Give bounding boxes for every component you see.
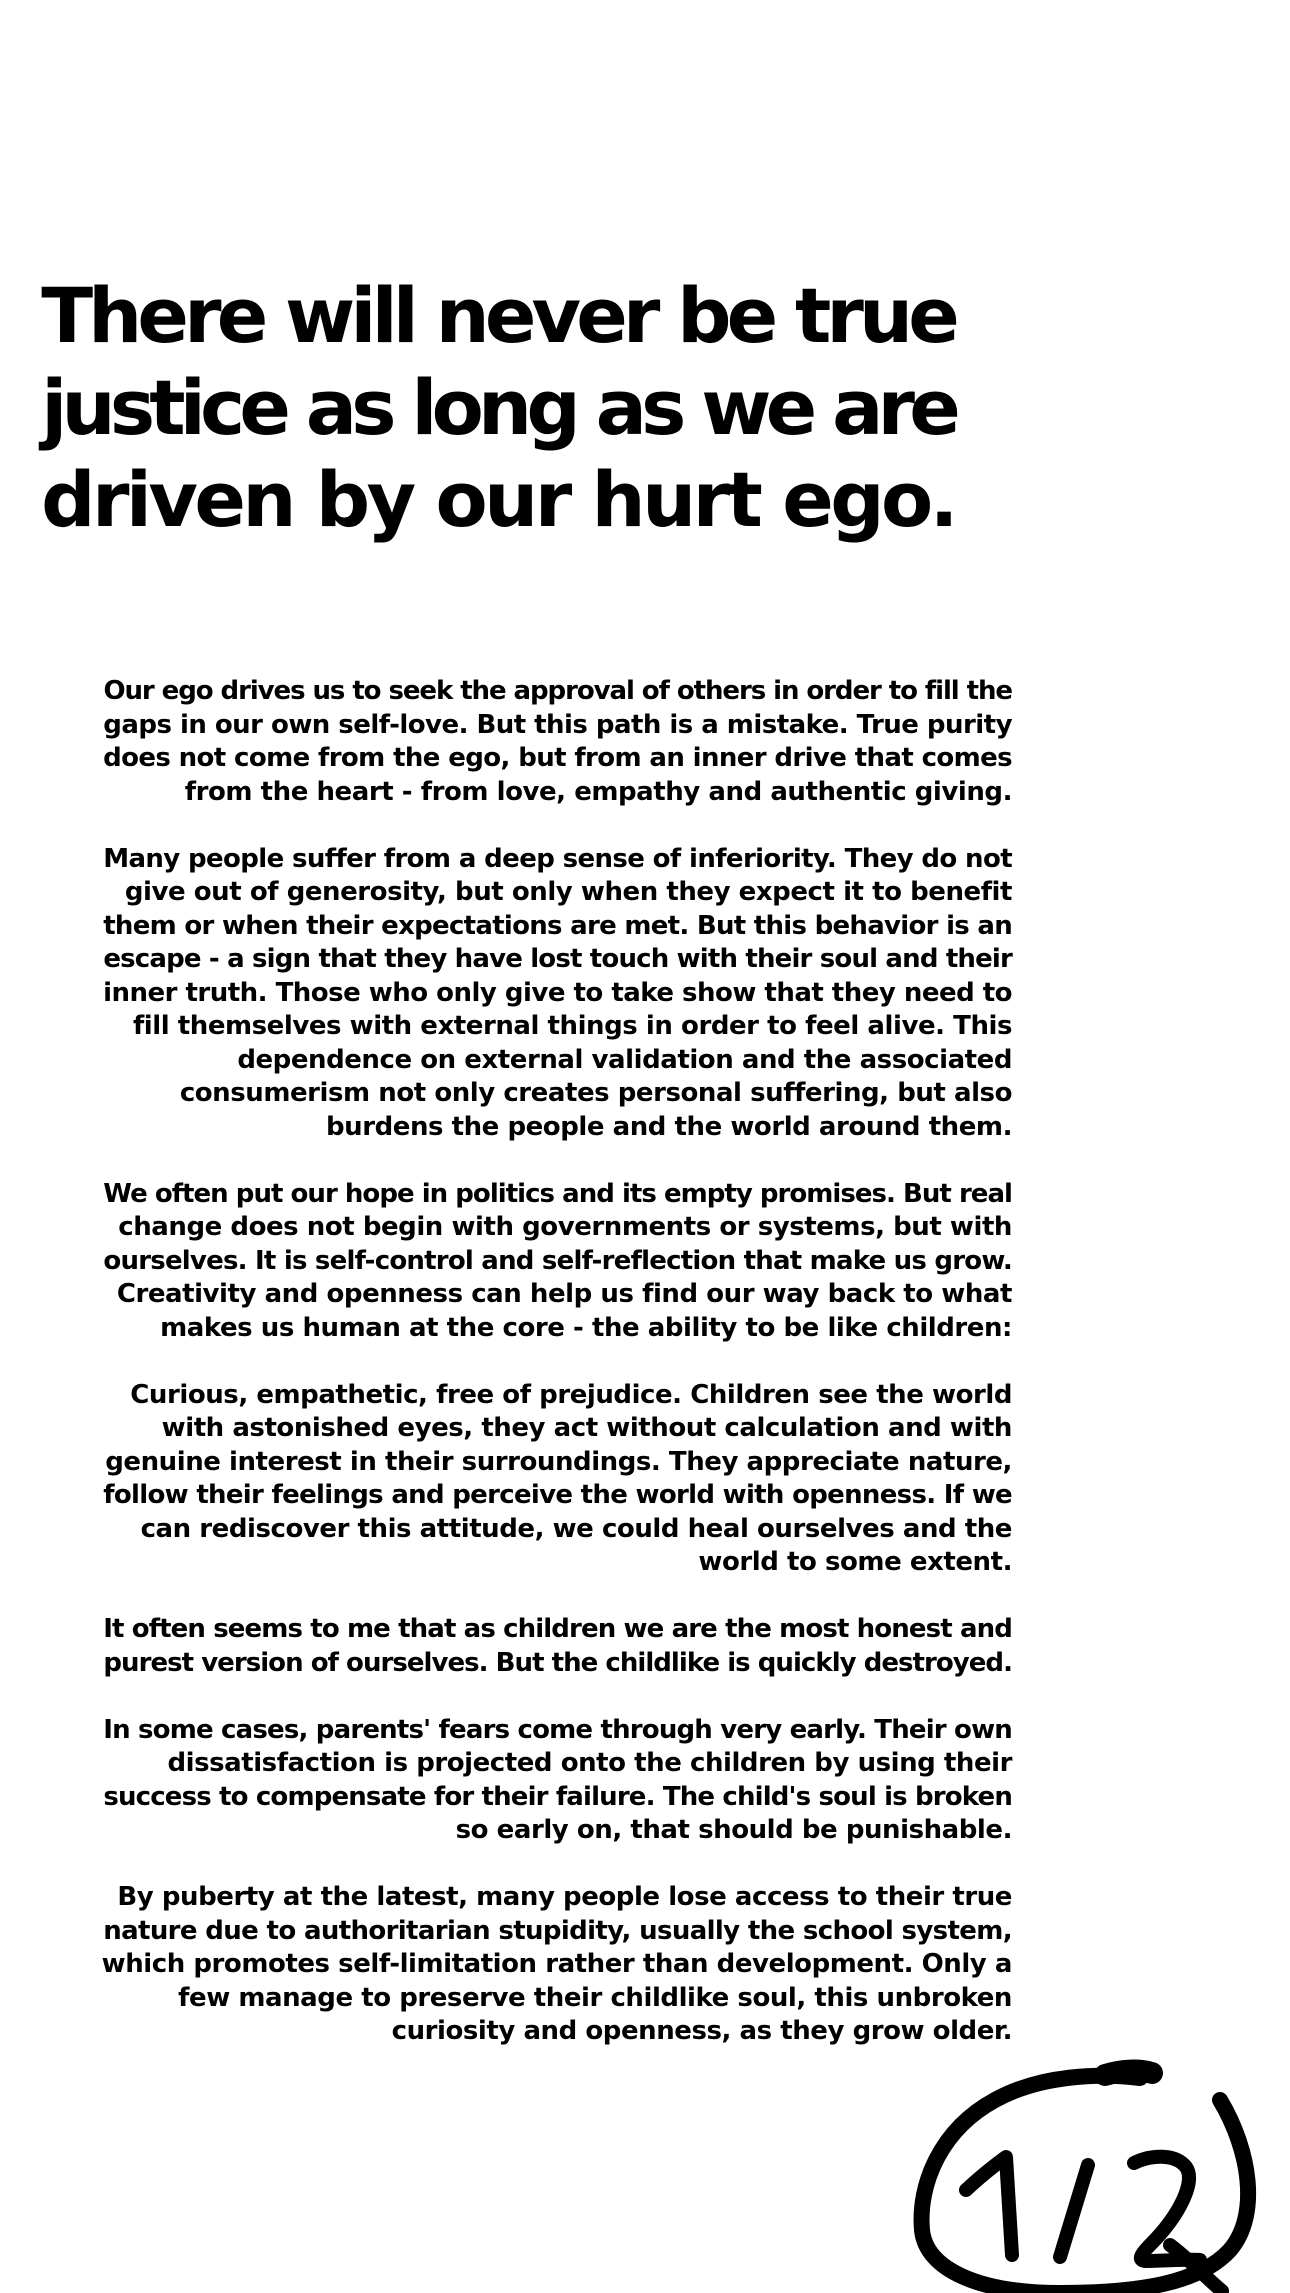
paragraph-line: dissatisfaction is projected onto the children by using their (167, 1748, 1012, 1778)
paragraph-line: nature due to authoritarian stupidity, usually the school system, (103, 1915, 1012, 1946)
paragraph-line: which promotes self-limitation rather than development. Only a (101, 1949, 1012, 1979)
paragraph-line: with astonished eyes, they act without calculation and with (161, 1413, 1012, 1443)
paragraph-line: Many people suffer from a deep sense of inferiority. They do not (103, 843, 1012, 874)
paragraph-line: purest version of ourselves. But the childlike is quickly destroyed. (103, 1647, 1012, 1678)
paragraph-line: so early on, that should be punishable. (455, 1815, 1012, 1845)
paragraph-line: few manage to preserve their childlike soul, this unbroken (178, 1982, 1012, 2013)
paragraph-line: genuine interest in their surroundings. They appreciate nature, (105, 1446, 1012, 1477)
paragraph-line: Our ego drives us to seek the approval of others in order to fill the (103, 676, 1012, 706)
paragraph-line: burdens the people and the world around them. (326, 1111, 1012, 1142)
paragraph (100, 675, 1012, 809)
paragraph-line: Creativity and openness can help us find our way back to what (116, 1279, 1012, 1309)
paragraph-line: ourselves. It is self-control and self-reflection that make us grow. (103, 1245, 1012, 1276)
paragraph (100, 1714, 1012, 1848)
paragraph (100, 843, 1012, 1145)
body-text (100, 675, 1012, 2049)
paragraph-line: success to compensate for their failure. The child's soul is broken (103, 1781, 1012, 1812)
paragraph-line: By puberty at the latest, many people lose access to their true (117, 1882, 1012, 1912)
page-number-marker (900, 2055, 1260, 2293)
paragraph-line: It often seems to me that as children we are the most honest and (103, 1614, 1012, 1644)
paragraph (100, 1379, 1012, 1580)
paragraph-line: makes us human at the core - the ability to be like children: (160, 1312, 1012, 1343)
title-line: driven by our hurt ego. (41, 455, 955, 544)
handwritten-circle-icon (900, 2055, 1260, 2293)
paragraph-line: world to some extent. (698, 1547, 1012, 1577)
paragraph-line: them or when their expectations are met. But this behavior is an (103, 910, 1012, 941)
paragraph-line: In some cases, parents' fears come through very early. Their own (103, 1714, 1012, 1745)
paragraph (100, 1178, 1012, 1346)
title-line: There will never be true (41, 271, 955, 360)
page-title (40, 270, 955, 546)
paragraph-line: from the heart - from love, empathy and authentic giving. (184, 776, 1012, 807)
paragraph-line: curiosity and openness, as they grow older. (391, 2016, 1012, 2046)
title-line: justice as long as we are (41, 363, 955, 452)
paragraph-line: We often put our hope in politics and its empty promises. But real (103, 1178, 1012, 1209)
paragraph-line: gaps in our own self-love. But this path is a mistake. True purity (103, 709, 1012, 740)
paragraph-line: fill themselves with external things in order to feel alive. This (132, 1011, 1012, 1041)
paragraph-line: change does not begin with governments or systems, but with (118, 1212, 1012, 1242)
paragraph-line: follow their feelings and perceive the world with openness. If we (103, 1480, 1012, 1510)
paragraph-line: give out of generosity, but only when they expect it to benefit (124, 877, 1012, 907)
paragraph-line: consumerism not only creates personal suffering, but also (179, 1078, 1012, 1108)
paragraph-line: Curious, empathetic, free of prejudice. Children see the world (130, 1379, 1012, 1410)
paragraph (100, 1613, 1012, 1680)
paragraph-line: can rediscover this attitude, we could heal ourselves and the (140, 1513, 1012, 1544)
paragraph-line: does not come from the ego, but from an inner drive that comes (103, 743, 1012, 773)
paragraph-line: inner truth. Those who only give to take show that they need to (103, 977, 1012, 1008)
paragraph-line: escape - a sign that they have lost touch with their soul and their (103, 944, 1012, 974)
paragraph-line: dependence on external validation and the associated (237, 1044, 1012, 1075)
paragraph (100, 1881, 1012, 2049)
